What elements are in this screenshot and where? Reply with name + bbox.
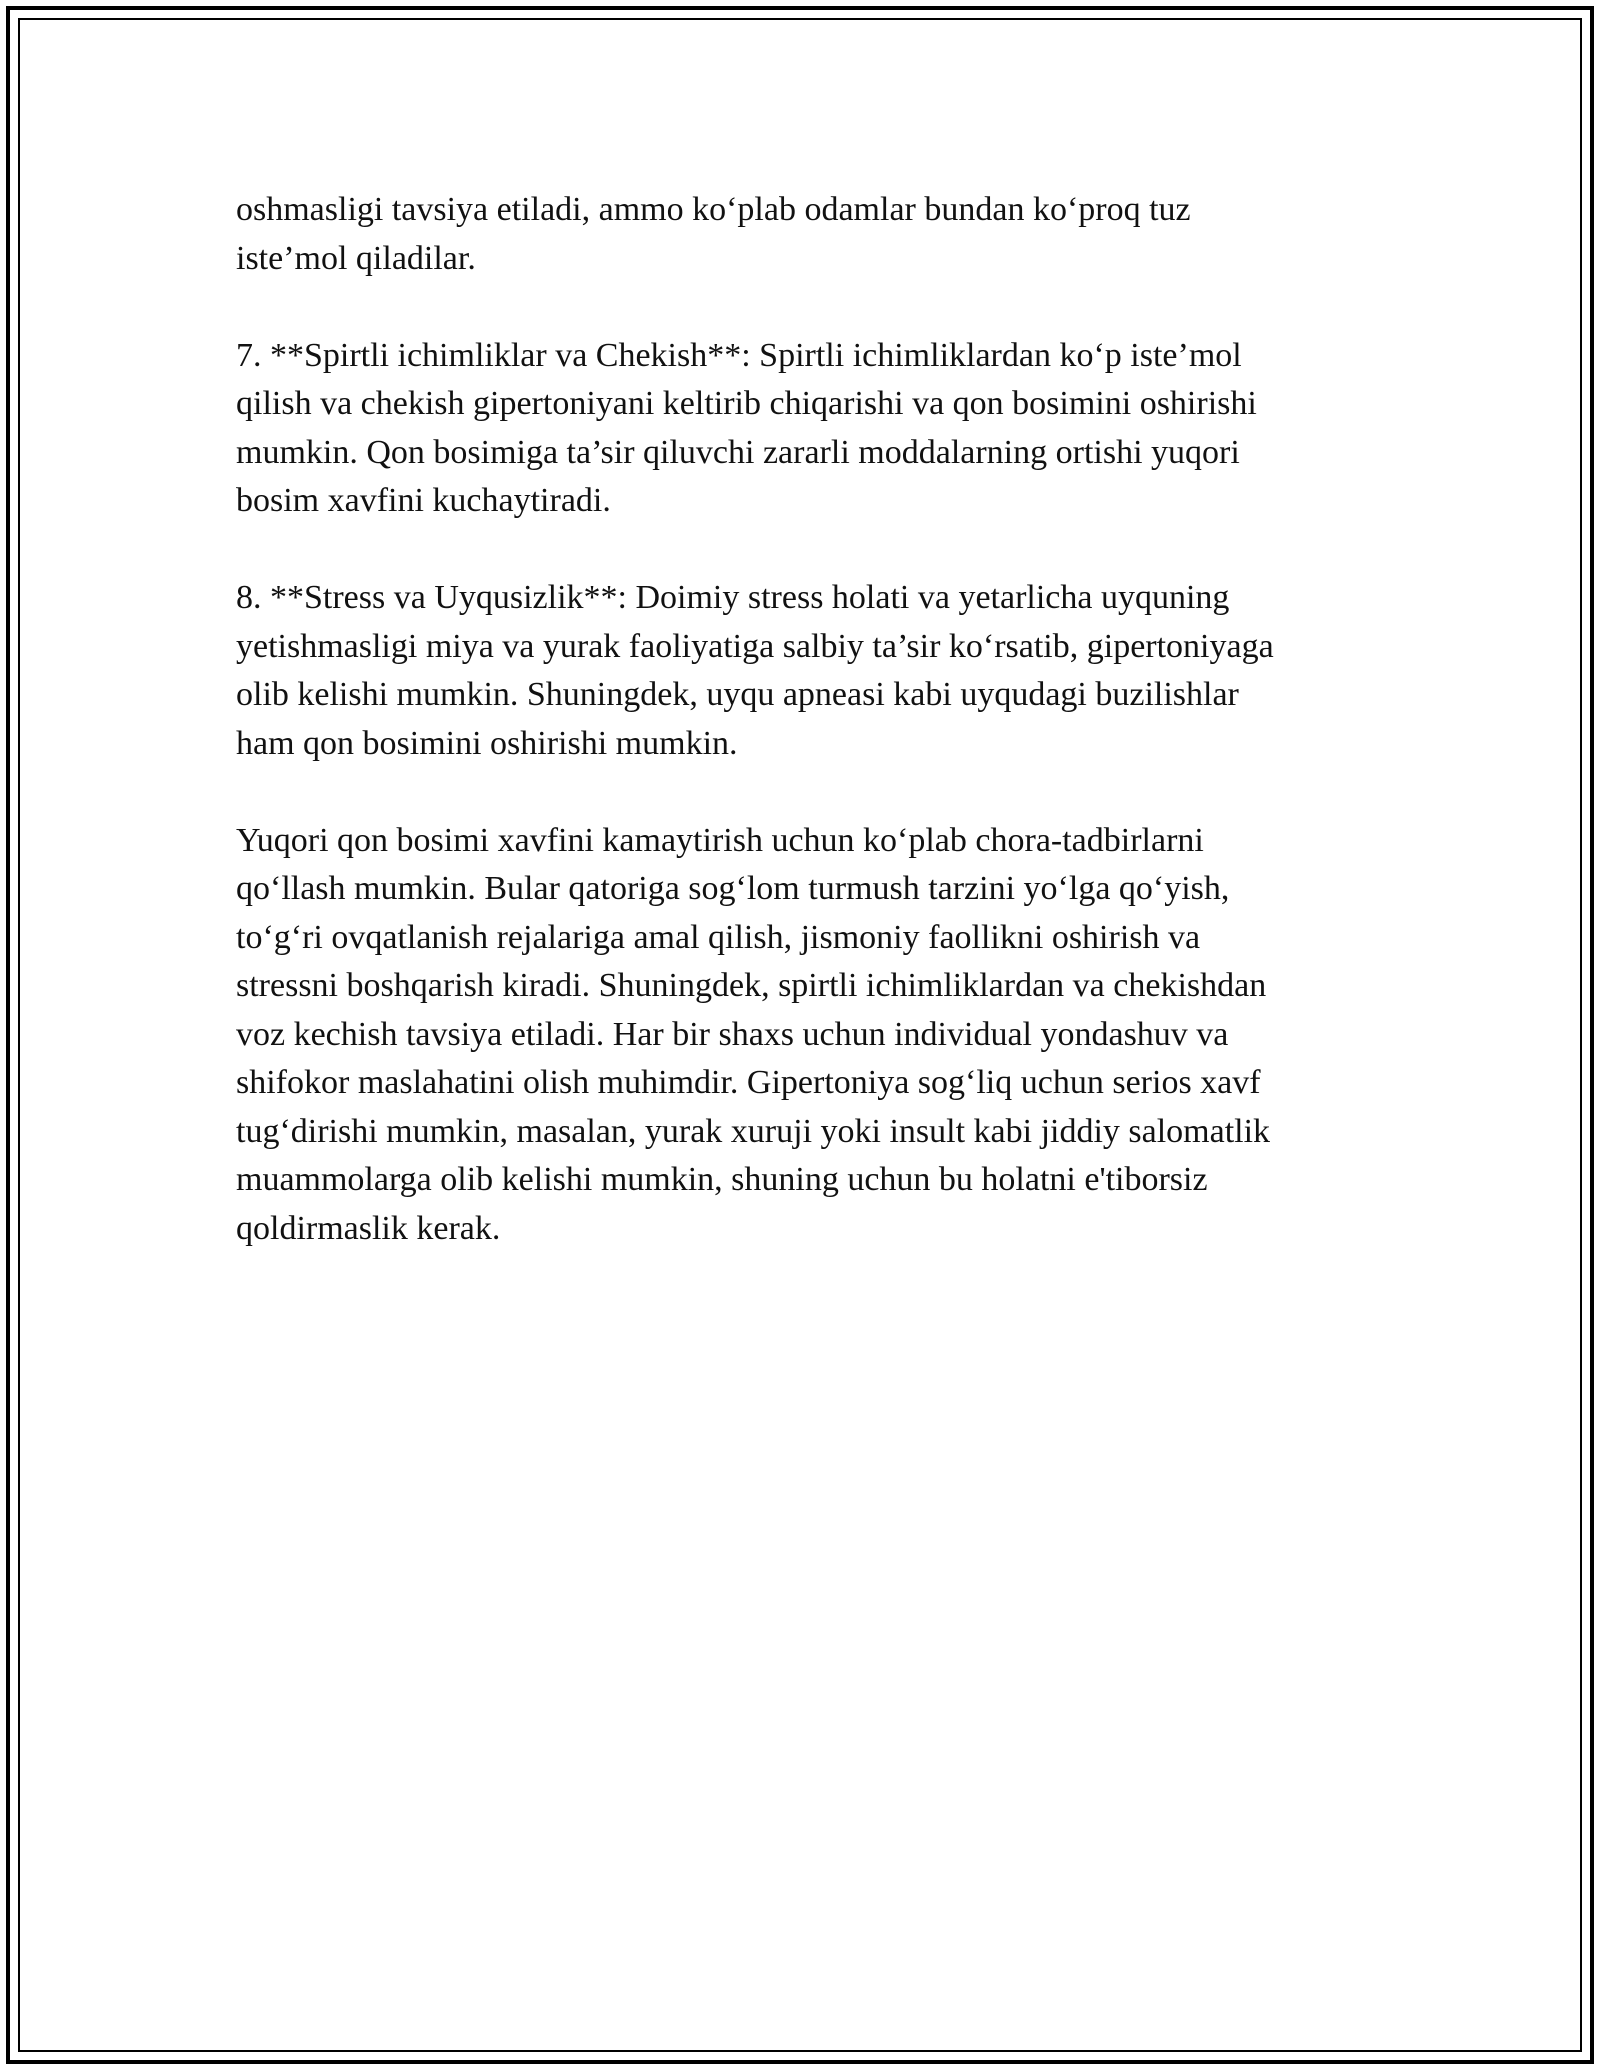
document-body (236, 186, 1366, 1253)
paragraph-continuation: oshmasligi tavsiya etiladi, ammo ko‘plab odamlar bundan ko‘proq tuz iste’mol qiladilar. (236, 191, 1191, 277)
paragraph-item-8-stress-insomnia: 8. **Stress va Uyqusizlik**: Doimiy stress holati va yetarlicha uyquning yetishmasligi miya va yurak faoliyatiga salbiy ta’sir ko‘rsatib, gipertoniyaga olib kelishi mumkin. Shuningdek, uyqu apneasi kabi uyqudagi buzilishlar ham qon bosimini oshirishi mumkin. (236, 579, 1274, 762)
paragraph-item-7-alcohol-smoking: 7. **Spirtli ichimliklar va Chekish**: Spirtli ichimliklardan ko‘p iste’mol qilish va chekish gipertoniyani keltirib chiqarishi va qon bosimini oshirishi mumkin. Qon bosimiga ta’sir qiluvchi zararli moddalarning ortishi yuqori bosim xavfini kuchaytiradi. (236, 336, 1257, 519)
paragraph-conclusion: Yuqori qon bosimi xavfini kamaytirish uchun ko‘plab chora-tadbirlarni qo‘llash mumkin. Bular qatoriga sog‘lom turmush tarzini yo‘lga qo‘yish, to‘g‘ri ovqatlanish rejalariga amal qilish, jismoniy faollikni oshirish va stressni boshqarish kiradi. Shuningdek, spirtli ichimliklardan va chekishdan voz kechish tavsiya etiladi. Har bir shaxs uchun individual yondashuv va shifokor maslahatini olish muhimdir. Gipertoniya sog‘liq uchun serios xavf tug‘dirishi mumkin, masalan, yurak xuruji yoki insult kabi jiddiy salomatlik muammolarga olib kelishi mumkin, shuning uchun bu holatni e'tiborsiz qoldirmaslik kerak. (236, 821, 1271, 1247)
